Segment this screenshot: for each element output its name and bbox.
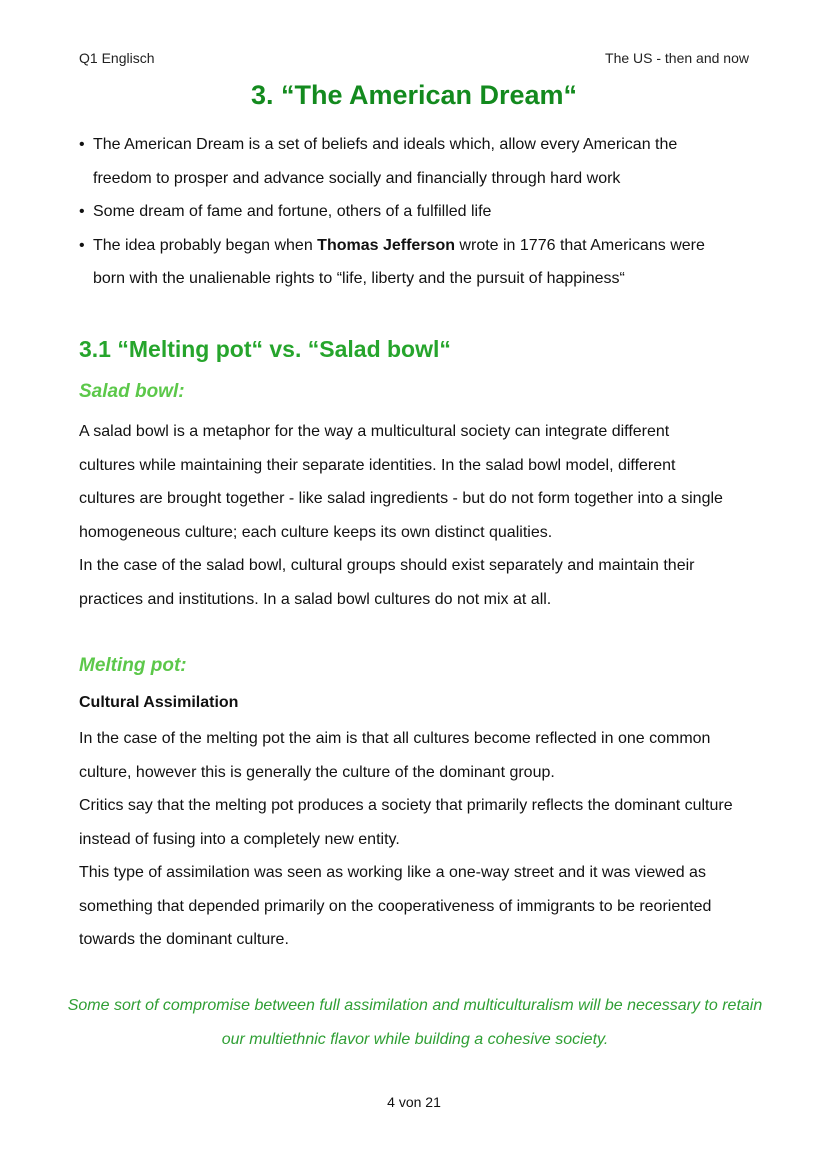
paragraph: Critics say that the melting pot produces a society that primarily reflects the dominant culture instead of fusing into a completely new entity.	[79, 797, 733, 848]
page-title: 3. “The American Dream“	[250, 80, 578, 110]
salad-bowl-text	[79, 415, 729, 616]
closing-quote: Some sort of compromise between full assimilation and multiculturalism will be necessary to retain our multiethnic flavor while building a cohesive society.	[67, 997, 763, 1048]
bullet-item	[79, 229, 739, 296]
page-number: 4 von 21	[387, 1094, 441, 1110]
paragraph: In the case of the melting pot the aim is that all cultures become reflected in one common culture, however this is generally the culture of the dominant group.	[79, 730, 711, 781]
bullet-list	[79, 128, 739, 296]
salad-bowl-heading: Salad bowl:	[79, 381, 185, 402]
melting-pot-subheading: Cultural Assimilation	[79, 694, 239, 711]
melting-pot-text	[79, 722, 734, 957]
paragraph: A salad bowl is a metaphor for the way a multicultural society can integrate different cultures while maintaining their separate identities. In the salad bowl model, different cultures are brought together - like salad ingredients - but do not form together into a single homogeneous culture; each culture keeps its own distinct qualities.	[79, 423, 723, 541]
paragraph: In the case of the salad bowl, cultural groups should exist separately and maintain their practices and institutions. In a salad bowl cultures do not mix at all.	[79, 557, 695, 608]
bold-name: Thomas Jefferson	[317, 236, 455, 254]
header-right: The US - then and now	[605, 50, 749, 66]
bullet-text: The idea probably began when	[93, 236, 318, 254]
bullet-item: • The American Dream is a set of beliefs and ideals which, allow every American the freedom to prosper and advance socially and financially through hard work	[79, 128, 739, 195]
bullet-text: wrote in 1776 that Americans were born with the unalienable rights to “life, liberty and the pursuit of happiness“	[93, 236, 705, 287]
section-heading: 3.1 “Melting pot“ vs. “Salad bowl“	[79, 336, 451, 362]
header-left: Q1 Englisch	[79, 50, 155, 66]
melting-pot-heading: Melting pot:	[79, 655, 187, 676]
bullet-item: • Some dream of fame and fortune, others of a fulfilled life	[79, 195, 739, 229]
paragraph: This type of assimilation was seen as working like a one-way street and it was viewed as something that depended primarily on the cooperativeness of immigrants to be reoriented towards the dominant culture.	[79, 864, 712, 948]
